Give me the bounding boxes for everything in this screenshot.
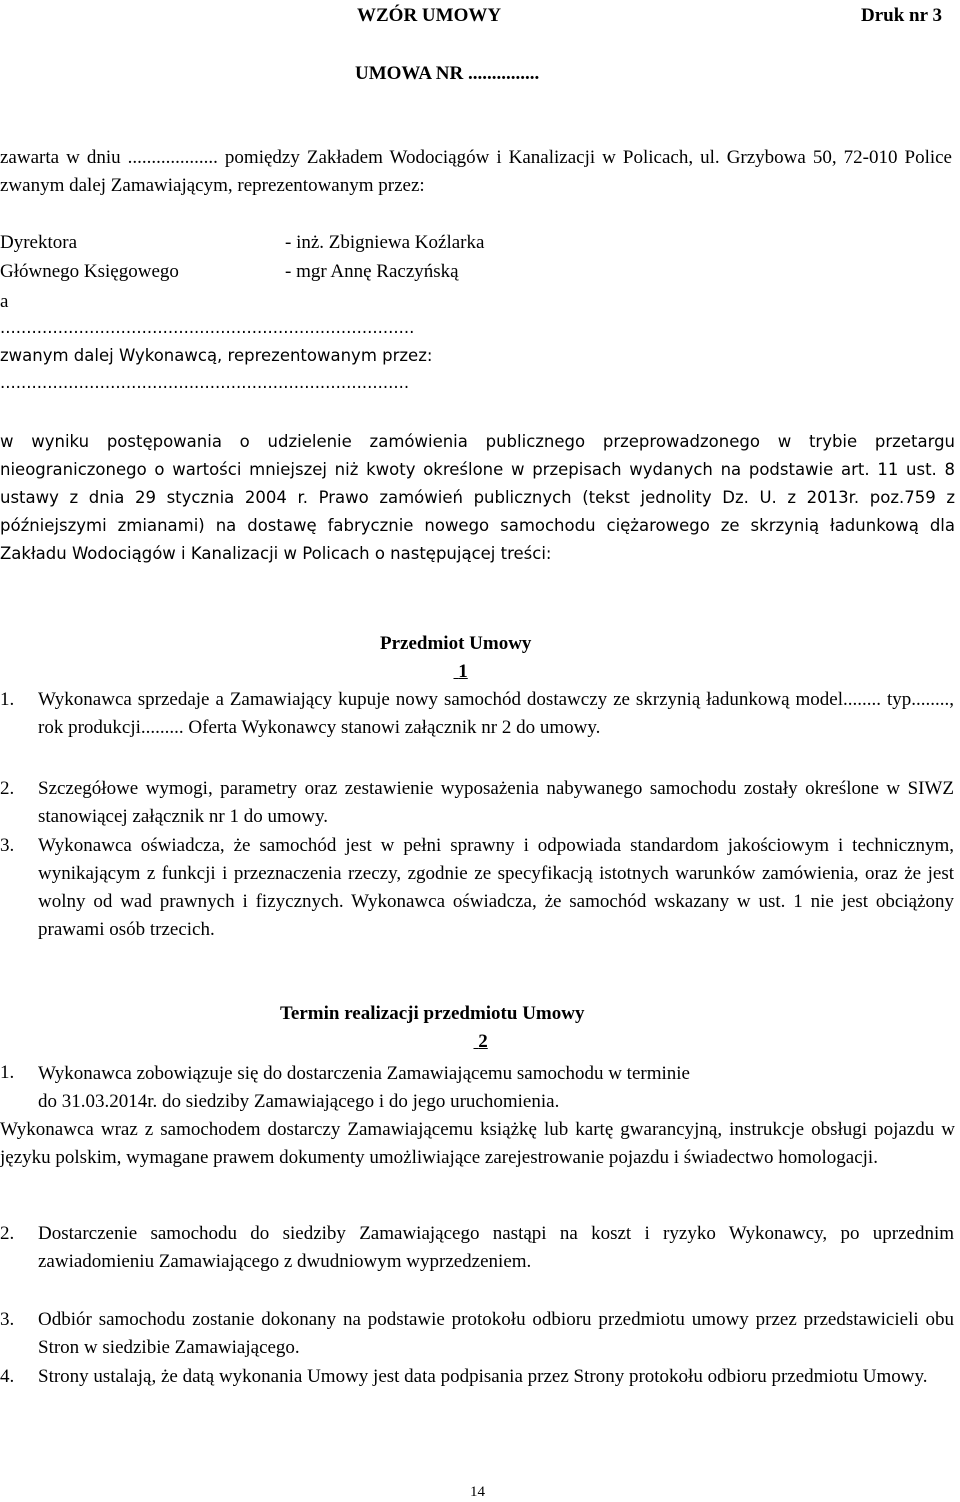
document-title: WZÓR UMOWY bbox=[357, 5, 502, 26]
s2-item1-line2: do 31.03.2014r. do siedziby Zamawiającego i do jego uruchomienia. bbox=[38, 1091, 560, 1112]
rep1-name: - inż. Zbigniewa Koźlarka bbox=[285, 232, 485, 253]
section1-number: 1 bbox=[458, 661, 468, 682]
s2-item1-line1: Wykonawca zobowiązuje się do dostarczenia Zamawiającemu samochodu w terminie bbox=[38, 1063, 690, 1084]
s1-item2-number: 2. bbox=[0, 778, 15, 799]
s1-item1-text: Wykonawca sprzedaje a Zamawiający kupuje nowy samochód dostawczy ze skrzynią ładunkową model........ typ........, rok produkcji......... Oferta Wykonawcy stanowi załącznik nr 2 do umowy. bbox=[38, 689, 954, 738]
parties-intro: zawarta w dniu ................... pomiędzy Zakładem Wodociągów i Kanalizacji w Policach, ul. Grzybowa 50, 72-010 Police zwanym dalej Zamawiającym, reprezentowanym przez: bbox=[0, 147, 952, 196]
s1-item3-text: Wykonawca oświadcza, że samochód jest w pełni sprawny i odpowiada standardom jakościowym i technicznym, wynikającym z funkcji i przeznaczenia rzeczy, zgodnie ze specyfikacją istotnych warunków zamówienia, oraz że jest wolny od wad prawnych i fizycznych. Wykonawca oświadcza, że samochód wskazany w ust. 1 nie jest obciążony prawami osób trzecich. bbox=[38, 835, 954, 940]
contract-number: UMOWA NR ............... bbox=[355, 63, 540, 84]
rep2-name: - mgr Annę Raczyńską bbox=[285, 261, 459, 282]
representative-dots: .............................................................................. bbox=[0, 373, 410, 392]
s2-item2-text: Dostarczenie samochodu do siedziby Zamawiającego nastąpi na koszt i ryzyko Wykonawcy, po uprzednim zawiadomieniu Zamawiającego z dwudniowym wyprzedzeniem. bbox=[38, 1223, 954, 1272]
and-text: a bbox=[0, 291, 9, 312]
section2-sign bbox=[464, 1032, 488, 1051]
section1-heading: Przedmiot Umowy bbox=[380, 633, 532, 654]
s2-item3-number: 3. bbox=[0, 1309, 15, 1330]
s2-item4-text: Strony ustalają, że datą wykonania Umowy jest data podpisania przez Strony protokołu odbioru przedmiotu Umowy. bbox=[38, 1366, 928, 1387]
s2-delivery-documents: Wykonawca wraz z samochodem dostarczy Zamawiającemu książkę lub kartę gwarancyjną, instrukcje obsługi pojazdu w języku polskim, wymagane prawem dokumenty umożliwiające zarejestrowanie pojazdu i świadectwo homologacji. bbox=[0, 1119, 955, 1168]
section1-sign bbox=[444, 662, 468, 681]
s2-item4-number: 4. bbox=[0, 1366, 15, 1387]
s1-item3-number: 3. bbox=[0, 835, 15, 856]
page-number: 14 bbox=[470, 1484, 485, 1500]
s2-item1-number: 1. bbox=[0, 1062, 15, 1083]
rep2-role: Głównego Księgowego bbox=[0, 261, 179, 282]
s2-item3-text: Odbiór samochodu zostanie dokonany na podstawie protokołu odbioru przedmiotu umowy przez przedstawicieli obu Stron w siedzibie Zamawiającego. bbox=[38, 1309, 954, 1358]
s2-item2-number: 2. bbox=[0, 1223, 15, 1244]
section2-heading: Termin realizacji przedmiotu Umowy bbox=[280, 1003, 585, 1024]
print-number: Druk nr 3 bbox=[861, 5, 942, 26]
contractor-dots: ............................................................................... bbox=[0, 318, 415, 337]
s1-item2-text: Szczegółowe wymogi, parametry oraz zestawienie wyposażenia nabywanego samochodu zostały określone w SIWZ stanowiącej załącznik nr 1 do umowy. bbox=[38, 778, 954, 827]
s1-item1-number: 1. bbox=[0, 689, 15, 710]
contractor-label: zwanym dalej Wykonawcą, reprezentowanym przez: bbox=[0, 346, 433, 365]
section2-number: 2 bbox=[478, 1031, 488, 1052]
legal-basis: w wyniku postępowania o udzielenie zamówienia publicznego przeprowadzonego w trybie przetargu nieograniczonego o wartości mniejszej niż kwoty określone w przepisach wydanych na podstawie art. 11 ust. 8 ustawy z dnia 29 stycznia 2004 r. Prawo zamówień publicznych (tekst jednolity Dz. U. z 2013r. poz.759 z późniejszymi zmianami) na dostawę fabrycznie nowego samochodu ciężarowego ze skrzynią ładunkową dla Zakładu Wodociągów i Kanalizacji w Policach o następującej treści: bbox=[0, 432, 955, 563]
rep1-role: Dyrektora bbox=[0, 232, 78, 253]
